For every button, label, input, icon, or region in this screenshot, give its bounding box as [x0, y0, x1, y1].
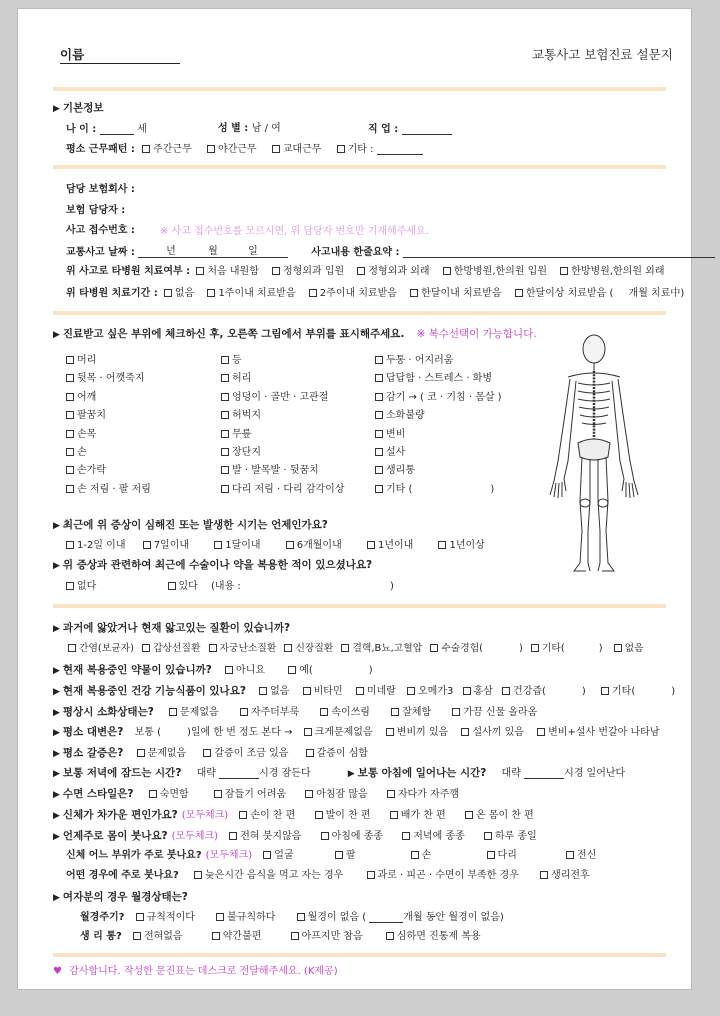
waketime-input[interactable] [524, 768, 564, 779]
swell-where-2[interactable]: 손 [411, 850, 432, 861]
pain-3[interactable]: 심하면 진통제 복용 [386, 931, 481, 942]
divider-4 [53, 604, 666, 608]
recent-1[interactable]: 7일이내 [143, 540, 189, 551]
date-row [66, 247, 715, 258]
age-input[interactable] [100, 124, 134, 135]
skeleton-figure[interactable] [546, 331, 642, 577]
name-line[interactable] [60, 63, 180, 64]
form-title: 교통사고 보험진료 설문지 [532, 47, 673, 62]
shift-row [66, 144, 423, 155]
pain-2[interactable]: 아프지만 참음 [291, 931, 363, 942]
body-col-2 [221, 352, 345, 499]
swell-when-row: ▶ 언제주로 몸이 붓나요? (모두체크) 전혀 붓지않음 아침에 종종 저녁에 종종 하루 종일 [53, 830, 537, 842]
cycle-0[interactable]: 규칙적이다 [136, 912, 195, 923]
footer-note: ♥ 감사합니다. 작성한 문진표는 데스크로 전달해주세요. (K제공) [53, 966, 338, 977]
shift-other-input[interactable] [377, 144, 423, 155]
swell-when-2[interactable]: 저녁에 종종 [402, 831, 464, 842]
stool-3[interactable]: 변비+설사 번갈아 나타남 [537, 727, 659, 738]
period-0[interactable]: 없음 [164, 288, 194, 299]
swell-where-1[interactable]: 팔 [335, 850, 356, 861]
shift-other[interactable]: 기타 : [337, 144, 374, 155]
insurance-company[interactable]: 담당 보험회사 : [66, 184, 135, 195]
recent-2[interactable]: 1달이내 [214, 540, 260, 551]
shift-label: 평소 근무패턴 : [66, 144, 135, 155]
part-foot[interactable]: 발 · 발목발 · 뒷꿈치 [221, 462, 345, 480]
stool-1[interactable]: 변비끼 있음 [386, 727, 448, 738]
receipt-label[interactable]: 사고 접수번호 : [66, 225, 135, 236]
cold-1[interactable]: 발이 찬 편 [315, 810, 371, 821]
surgery-no[interactable]: 없다 [66, 581, 96, 592]
job-row [368, 124, 452, 135]
swell-where-row: 신체 어느 부위가 주로 붓나요? (모두체크) 얼굴 팔 손 다리 전신 [66, 850, 597, 861]
disease-question: ▶ 과거에 앓았거나 현재 앓고있는 질환이 있습니까? [53, 622, 291, 634]
other-hosp-1[interactable]: 정형외과 입원 [272, 266, 344, 277]
disease-options [68, 644, 644, 654]
bedtime-input[interactable] [219, 768, 259, 779]
supp-1[interactable]: 비타민 [303, 686, 343, 697]
body-heading: ▶ 진료받고 싶은 부위에 체크하신 후, 오른쪽 그림에서 부위를 표시해주세요. ※ 복수선택이 가능합니다. [53, 328, 537, 340]
part-hip[interactable]: 엉덩이 · 골반 · 고관절 [221, 389, 345, 407]
summary-input[interactable] [403, 247, 715, 258]
period-4[interactable]: 한달이상 치료받음 ( [515, 288, 614, 299]
period-2[interactable]: 2주이내 치료받음 [309, 288, 397, 299]
divider-3 [53, 311, 666, 315]
other-hosp-2[interactable]: 정형외과 외래 [357, 266, 429, 277]
job-label: 직 업 : [368, 124, 399, 135]
digest-1[interactable]: 자주더부룩 [240, 707, 299, 718]
other-hospital-row [66, 267, 665, 277]
disease-4[interactable]: 결핵,В뇨,고혈압 [341, 643, 422, 654]
part-hand[interactable]: 손 [66, 444, 151, 462]
disease-0[interactable]: 간염(보균자) [68, 643, 134, 654]
cold-0[interactable]: 손이 찬 편 [239, 810, 295, 821]
recent-4[interactable]: 1년이내 [367, 540, 413, 551]
thirst-row: ▶ 평소 갈증은? 문제없음 갈증이 조금 있음 갈증이 심함 [53, 747, 369, 759]
other-hospital-label: 위 사고로 타병원 치료여부 : [66, 266, 191, 277]
stool-row: ▶ 평소 대변은? 보통 ( )일에 한 번 정도 본다 → 크게문제없음 변비끼 있음 설사끼 있음 변비+설사 번갈아 나타남 [53, 726, 660, 738]
recent-3[interactable]: 6개월이내 [286, 540, 342, 551]
cold-row: ▶ 신체가 차가운 편인가요? (모두체크) 손이 찬 편 발이 찬 편 배가 찬 편 온 몸이 찬 편 [53, 809, 534, 821]
supp-4[interactable]: 홍삼 [463, 686, 493, 697]
questionnaire-page [17, 8, 692, 990]
pain-1[interactable]: 약간불편 [212, 931, 262, 942]
cycle-row: 월경주기? 규칙적이다 불규칙하다 월경이 없음 ( 개월 동안 월경이 없음) [80, 912, 504, 923]
part-shoulder[interactable]: 어깨 [66, 389, 151, 407]
sym-menstrual[interactable]: 생리통 [375, 462, 502, 480]
sym-other[interactable]: 기타 ( ) [375, 481, 502, 499]
disease-5[interactable]: 수술경험( ) [430, 643, 523, 654]
date-input[interactable]: 년 월 일 [138, 247, 288, 258]
period-label: 위 타병원 치료기간 : [66, 288, 158, 299]
part-back[interactable]: 등 [221, 352, 345, 370]
digestion-row: ▶ 평상시 소화상태는? 문제없음 자주더부룩 속이쓰림 잘체함 가끔 신물 올라옴 [53, 706, 538, 718]
surgery-detail[interactable]: (내용 : [211, 581, 241, 592]
sym-indigestion[interactable]: 소화불량 [375, 407, 502, 425]
period-1[interactable]: 1주이내 치료받음 [207, 288, 295, 299]
part-leg-numb[interactable]: 다리 저림 · 다리 감각이상 [221, 481, 345, 499]
supp-0[interactable]: 없음 [259, 686, 289, 697]
part-arm-numb[interactable]: 손 저림 · 팔 저림 [66, 481, 151, 499]
name-label: 이름 [60, 47, 85, 62]
sleep-1[interactable]: 잠들기 어려움 [214, 789, 286, 800]
part-waist[interactable]: 허리 [221, 370, 345, 388]
recent-0[interactable]: 1-2일 이내 [66, 540, 126, 551]
gender-label: 성 별 : [218, 123, 249, 134]
digest-0[interactable]: 문제없음 [169, 707, 219, 718]
medication-row: ▶ 현재 복용중인 약물이 있습니까? 아니요 예( ) [53, 664, 373, 676]
digest-4[interactable]: 가끔 신물 올라옴 [452, 707, 537, 718]
part-elbow[interactable]: 팔꿈치 [66, 407, 151, 425]
swell-where-3[interactable]: 다리 [487, 850, 517, 861]
sym-cold[interactable]: 감기 → ( 코 · 기침 · 몸살 ) [375, 389, 502, 407]
sym-constipation[interactable]: 변비 [375, 426, 502, 444]
disease-1[interactable]: 갑상선질환 [142, 643, 200, 654]
supplement-row: ▶ 현재 복용중인 건강 기능식품이 있나요? 없음 비타민 미네랄 오메가3 홍삼 건강즙( ) 기타( ) [53, 685, 676, 697]
swell-when-1[interactable]: 아침에 종종 [321, 831, 383, 842]
swell-when-0[interactable]: 전혀 붓지않음 [229, 831, 301, 842]
divider-1 [53, 87, 666, 91]
heart-icon: ♥ [53, 966, 62, 977]
divider-5 [53, 953, 666, 957]
stool-0[interactable]: 크게문제없음 [304, 727, 373, 738]
period-3[interactable]: 한달이내 치료받음 [410, 288, 501, 299]
shift-rotate[interactable]: 교대근무 [272, 144, 322, 155]
sleep-0[interactable]: 숙면함 [149, 789, 189, 800]
thirst-0[interactable]: 문제없음 [137, 748, 187, 759]
digest-3[interactable]: 잘체함 [391, 707, 431, 718]
recent-options [66, 541, 485, 551]
other-hosp-0[interactable]: 처음 내원함 [196, 266, 258, 277]
swell-case-0[interactable]: 늦은시간 음식을 먹고 자는 경우 [194, 870, 343, 881]
body-note: ※ 복수선택이 가능합니다. [416, 328, 537, 340]
surgery-question: ▶ 위 증상과 관련하여 최근에 수술이나 약을 복용한 적이 있으셨나요? [53, 559, 373, 571]
supp-6[interactable]: 기타( ) [601, 686, 675, 697]
part-knee[interactable]: 무릎 [221, 426, 345, 444]
cycle-1[interactable]: 불규칙하다 [216, 912, 275, 923]
age-row [66, 124, 147, 135]
supp-5[interactable]: 건강즙( ) [502, 686, 586, 697]
other-hosp-3[interactable]: 한방병원,한의원 입원 [443, 266, 547, 277]
disease-2[interactable]: 자궁난소질환 [209, 643, 277, 654]
pain-0[interactable]: 전혀없음 [133, 931, 183, 942]
cold-3[interactable]: 온 몸이 찬 편 [465, 810, 534, 821]
pain-row: 생 리 통? 전혀없음 약간불편 아프지만 참음 심하면 진통제 복용 [80, 931, 481, 942]
sym-diarrhea[interactable]: 설사 [375, 444, 502, 462]
sleep-time-row: ▶ 보통 저녁에 잠드는 시간? 대략 시경 잠든다 ▶ 보통 아침에 일어나는 시간? 대략 시경 일어난다 [53, 767, 626, 779]
swell-case-row: 어떤 경우에 주로 붓나요? 늦은시간 음식을 먹고 자는 경우 과로 · 피곤 · 수면이 부족한 경우 생리전후 [66, 870, 590, 881]
supp-3[interactable]: 오메가3 [407, 686, 453, 697]
summary-label: 사고내용 한줄요약 : [311, 247, 400, 258]
body-col-1 [66, 352, 151, 499]
date-label: 교통사고 날짜 : [66, 247, 135, 258]
swell-when-3[interactable]: 하루 종일 [484, 831, 537, 842]
stool-2[interactable]: 설사끼 있음 [461, 727, 523, 738]
digest-2[interactable]: 속이쓰림 [320, 707, 370, 718]
part-wrist[interactable]: 손목 [66, 426, 151, 444]
cold-2[interactable]: 배가 찬 편 [390, 810, 446, 821]
surgery-options: 없다 있다 (내용 : ) [66, 582, 394, 592]
sym-headache[interactable]: 두통 · 어지러움 [375, 352, 502, 370]
medication-yes[interactable]: 예( ) [288, 665, 372, 676]
thirst-1[interactable]: 갈증이 조금 있음 [203, 748, 288, 759]
age-unit: 세 [137, 124, 147, 135]
part-neck[interactable]: 뒷목 · 어깻죽지 [66, 370, 151, 388]
disease-3[interactable]: 신장질환 [284, 643, 333, 654]
body-col-3 [375, 352, 502, 499]
surgery-yes[interactable]: 있다 [168, 581, 198, 592]
part-head[interactable]: 머리 [66, 352, 151, 370]
sym-stress[interactable]: 답답함 · 스트레스 · 화병 [375, 370, 502, 388]
recent-5[interactable]: 1년이상 [438, 540, 484, 551]
receipt-note: ※ 사고 접수번호를 모르시면, 위 담당자 번호만 기재해주세요. [160, 226, 429, 237]
insurance-manager[interactable]: 보험 담당자 : [66, 205, 126, 216]
sleep-2[interactable]: 아침잠 많음 [305, 789, 367, 800]
disease-6[interactable]: 기타( ) [531, 643, 603, 654]
part-thigh[interactable]: 허벅지 [221, 407, 345, 425]
cycle-2[interactable]: 월경이 없음 ( [297, 912, 367, 923]
menstrual-question: ▶ 여자분의 경우 월경상태는? [53, 891, 188, 903]
other-hosp-4[interactable]: 한방병원,한의원 외래 [560, 266, 664, 277]
period-months: 개월 치료中) [628, 288, 685, 299]
swell-case-1[interactable]: 과로 · 피곤 · 수면이 부족한 경우 [367, 870, 519, 881]
shift-day[interactable]: 주간근무 [142, 144, 192, 155]
thirst-2[interactable]: 갈증이 심함 [306, 748, 368, 759]
shift-night[interactable]: 야간근무 [207, 144, 257, 155]
medication-no[interactable]: 아니요 [225, 665, 265, 676]
part-calf[interactable]: 장단지 [221, 444, 345, 462]
swell-where-4[interactable]: 전신 [566, 850, 596, 861]
divider-2 [53, 165, 666, 169]
age-label: 나 이 : [66, 124, 97, 135]
part-finger[interactable]: 손가락 [66, 462, 151, 480]
swell-where-0[interactable]: 얼굴 [263, 850, 293, 861]
period-row [66, 289, 684, 299]
job-input[interactable] [402, 124, 452, 135]
sleep-style-row: ▶ 수면 스타일은? 숙면함 잠들기 어려움 아침잠 많음 자다가 자주깸 [53, 788, 460, 800]
recent-question: ▶ 최근에 위 증상이 심해진 또는 발생한 시기는 언제인가요? [53, 519, 328, 531]
swell-case-2[interactable]: 생리전후 [540, 870, 590, 881]
supp-2[interactable]: 미네랄 [356, 686, 396, 697]
sleep-3[interactable]: 자다가 자주깸 [387, 789, 459, 800]
disease-7[interactable]: 없음 [614, 643, 644, 654]
gender-options[interactable]: 남 / 여 [251, 123, 281, 134]
gender-row [218, 124, 281, 134]
no-period-months[interactable] [369, 912, 403, 923]
basic-heading: ▶ 기본정보 [53, 102, 104, 114]
